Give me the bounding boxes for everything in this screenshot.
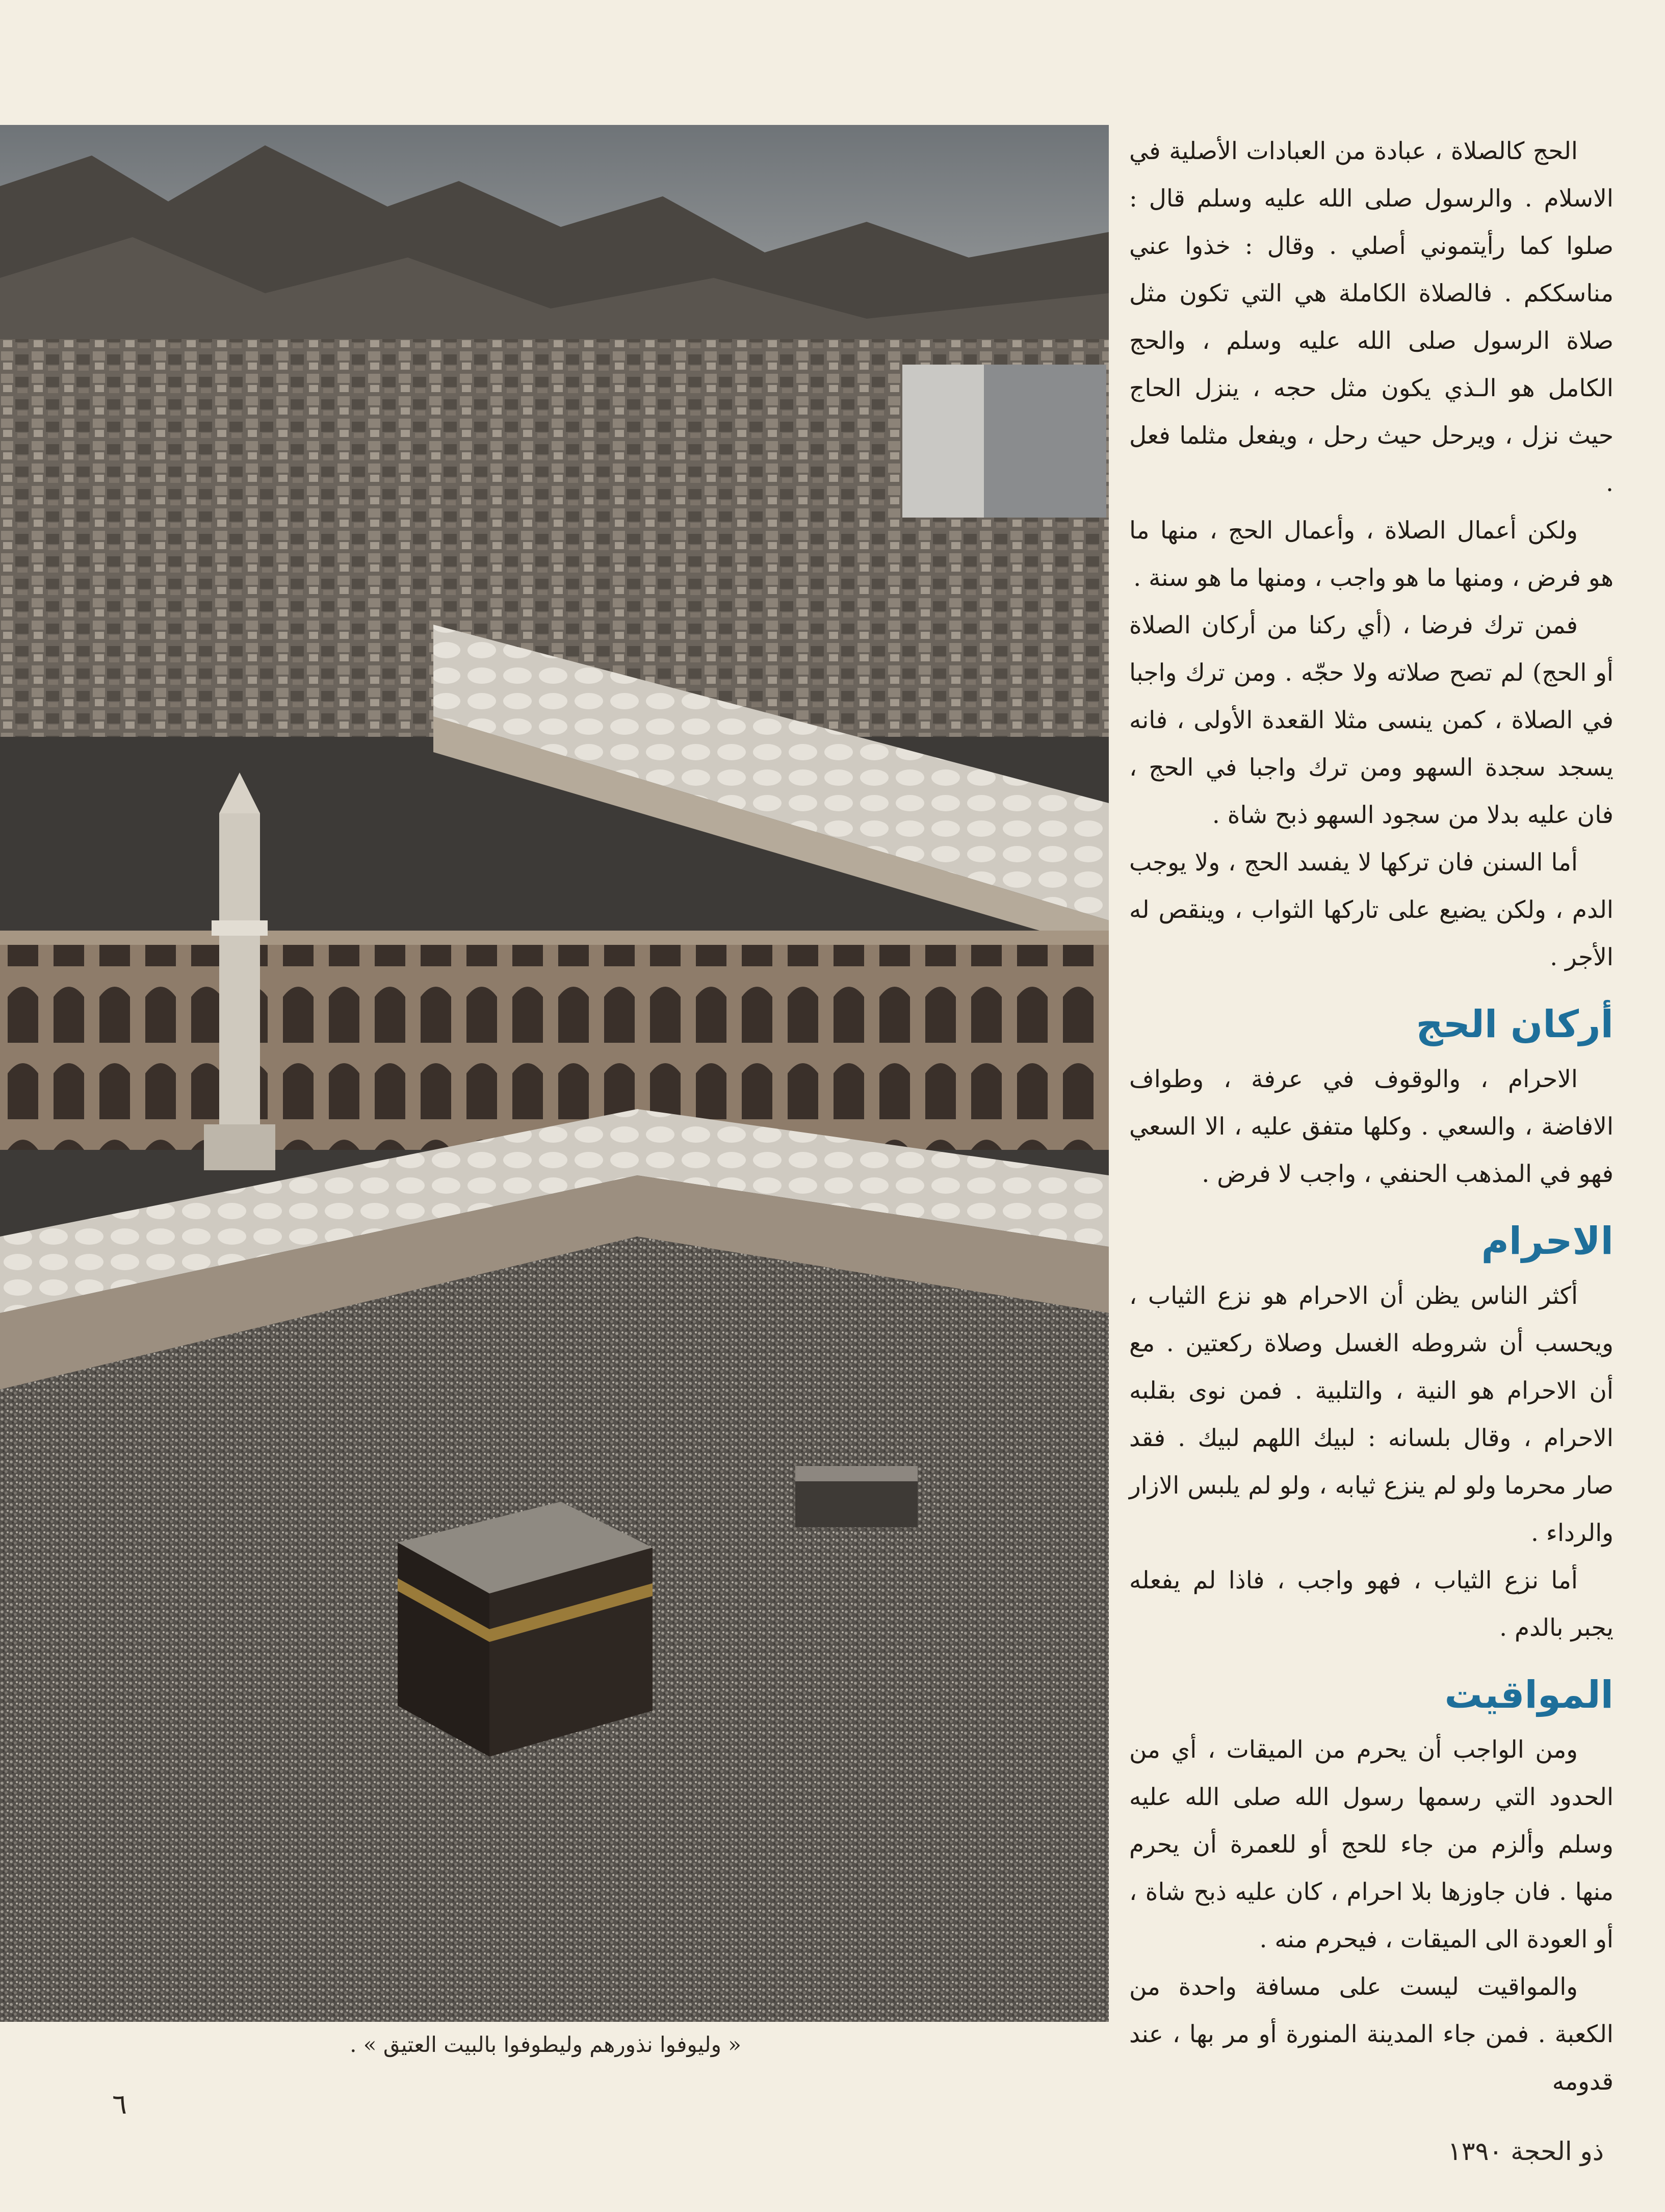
mawaqit-paragraph-2: والمواقيت ليست على مسافة واحدة من الكعبة . فمن جاء المدينة المنورة أو مر بها ، عند قدومه <box>1129 1973 1614 2096</box>
ihram-paragraph-2: أما نزع الثياب ، فهو واجب ، فاذا لم يفعله يجبر بالدم . <box>1129 1566 1614 1642</box>
arcade-cornice <box>0 931 1109 945</box>
arcade-upper-storey <box>0 941 1109 1058</box>
section-heading-arkan: أركان الحج <box>1416 1002 1614 1046</box>
page-number: ٦ <box>112 2088 127 2120</box>
minaret-base <box>204 1124 275 1170</box>
haram-aerial-illustration <box>0 125 1109 2022</box>
photo-caption: « وليوفوا نذورهم وليطوفوا بالبيت العتيق » . <box>350 2032 741 2057</box>
section-heading-ihram: الاحرام <box>1481 1219 1614 1263</box>
issue-date-footer: ذو الحجة ١٣٩٠ <box>1447 2137 1604 2166</box>
arkan-paragraph-1: الاحرام ، والوقوف في عرفة ، وطواف الافاضة ، والسعي . وكلها متفق عليه ، الا السعي فهو في المذهب الحنفي ، واجب لا فرض . <box>1129 1065 1614 1188</box>
intro-paragraph-2: ولكن أعمال الصلاة ، وأعمال الحج ، منها ما هو فرض ، ومنها ما هو واجب ، ومنها ما هو سنة . <box>1129 517 1614 592</box>
minaret-balcony <box>212 920 268 936</box>
ihram-paragraph-1: أكثر الناس يظن أن الاحرام هو نزع الثياب ، ويحسب أن شروطه الغسل وصلاة ركعتين . مع أن الاحرام هو النية ، والتلبية . فمن نوى بقلبه الاحرام ، وقال بلسانه : لبيك اللهم لبيك . فقد صار محرما ولو لم ينزع ثيابه ، ولو لم يلبس الازار والرداء . <box>1129 1282 1614 1547</box>
maqam-roof <box>795 1466 918 1481</box>
kaaba-photograph <box>0 125 1109 2022</box>
intro-paragraph-1: الحج كالصلاة ، عبادة من العبادات الأصلية في الاسلام . والرسول صلى الله عليه وسلم قال : صلوا كما رأيتموني أصلي . وقال : خذوا عني مناسككم . فالصلاة الكاملة هي التي تكون مثل صلاة الرسول صلى الله عليه وسلم ، والحج الكامل هو الـذي يكون مثل حجه ، ينزل الحاج حيث نزل ، ويرحل حيث رحل ، ويفعل مثلما فعل . <box>1129 137 1614 497</box>
minaret-shaft <box>219 813 260 1155</box>
hotel-building-side <box>984 365 1106 518</box>
article-text-column <box>1129 127 1614 2105</box>
section-heading-mawaqit: المواقيت <box>1444 1673 1614 1717</box>
intro-paragraph-3: فمن ترك فرضا ، (أي ركنا من أركان الصلاة أو الحج) لم تصح صلاته ولا حجّه . ومن ترك واجبا في الصلاة ، كمن ينسى مثلا القعدة الأولى ، فانه يسجد سجدة السهو ومن ترك واجبا في الحج ، فان عليه بدلا من سجود السهو ذبح شاة . <box>1129 611 1614 829</box>
mawaqit-paragraph-1: ومن الواجب أن يحرم من الميقات ، أي من الحدود التي رسمها رسول الله صلى الله عليه وسلم وألزم من جاء للحج أو للعمرة أن يحرم منها . فان جاوزها بلا احرام ، كان عليه ذبح شاة ، أو العودة الى الميقات ، فيحرم منه . <box>1129 1736 1614 1953</box>
intro-paragraph-4: أما السنن فان تركها لا يفسد الحج ، ولا يوجب الدم ، ولكن يضيع على تاركها الثواب ، وينقص له الأجر . <box>1129 848 1614 971</box>
minaret-tip <box>219 773 260 813</box>
